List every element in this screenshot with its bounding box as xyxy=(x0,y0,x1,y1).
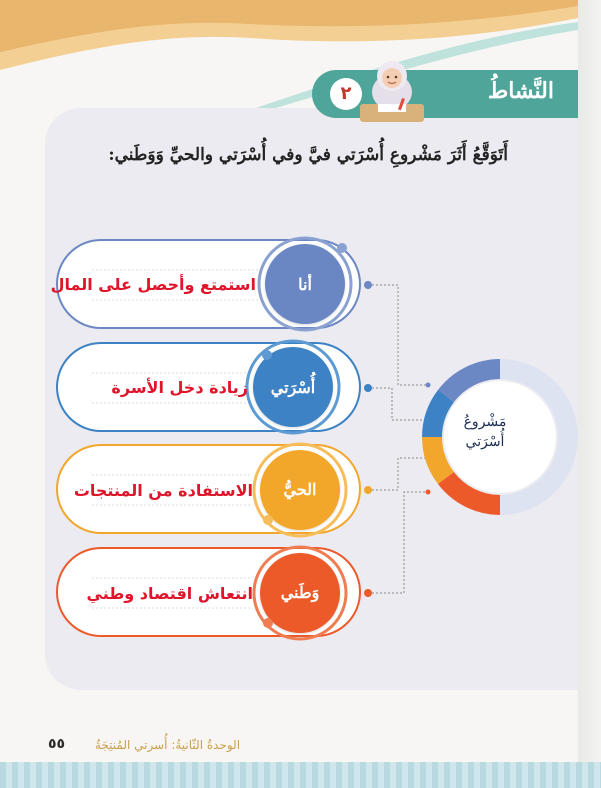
instruction-text: أَتَوَقَّعُ أَثَرَ مَشْروعِ أُسْرَتي فيَّ وفي أُسْرَتي والحيِّ وَوَطَني: xyxy=(108,145,508,165)
circle-label-watani: وَطَني xyxy=(280,583,320,602)
circle-label-usrati: أُسْرَتي xyxy=(270,378,316,397)
page-edge xyxy=(578,0,601,788)
answer-usrati: زيادة دخل الأسرة xyxy=(111,378,248,397)
center-label-line2: أُسْرَتي xyxy=(465,434,505,450)
answer-watani: انتعاش اقتصاد وطني xyxy=(86,584,253,603)
circle-label-hayy: الحيُّ xyxy=(283,480,317,499)
activity-number-badge: ٢ xyxy=(330,78,362,110)
circle-label-ana: أنا xyxy=(298,275,312,294)
page-number: ٥٥ xyxy=(48,736,66,752)
activity-title: النَّشاطُ xyxy=(487,78,554,104)
bottom-border-strip xyxy=(0,762,601,788)
center-project-label xyxy=(456,412,514,452)
unit-footer-text: الوحدةُ الثّانيةُ: أُسرتي المُنتِجَةُ xyxy=(95,738,241,752)
answer-hayy: الاستفادة من المنتجات xyxy=(73,481,253,500)
answer-ana: استمتع وأحصل على المال xyxy=(50,275,256,294)
center-label-line1: مَشْروعُ xyxy=(463,414,507,430)
